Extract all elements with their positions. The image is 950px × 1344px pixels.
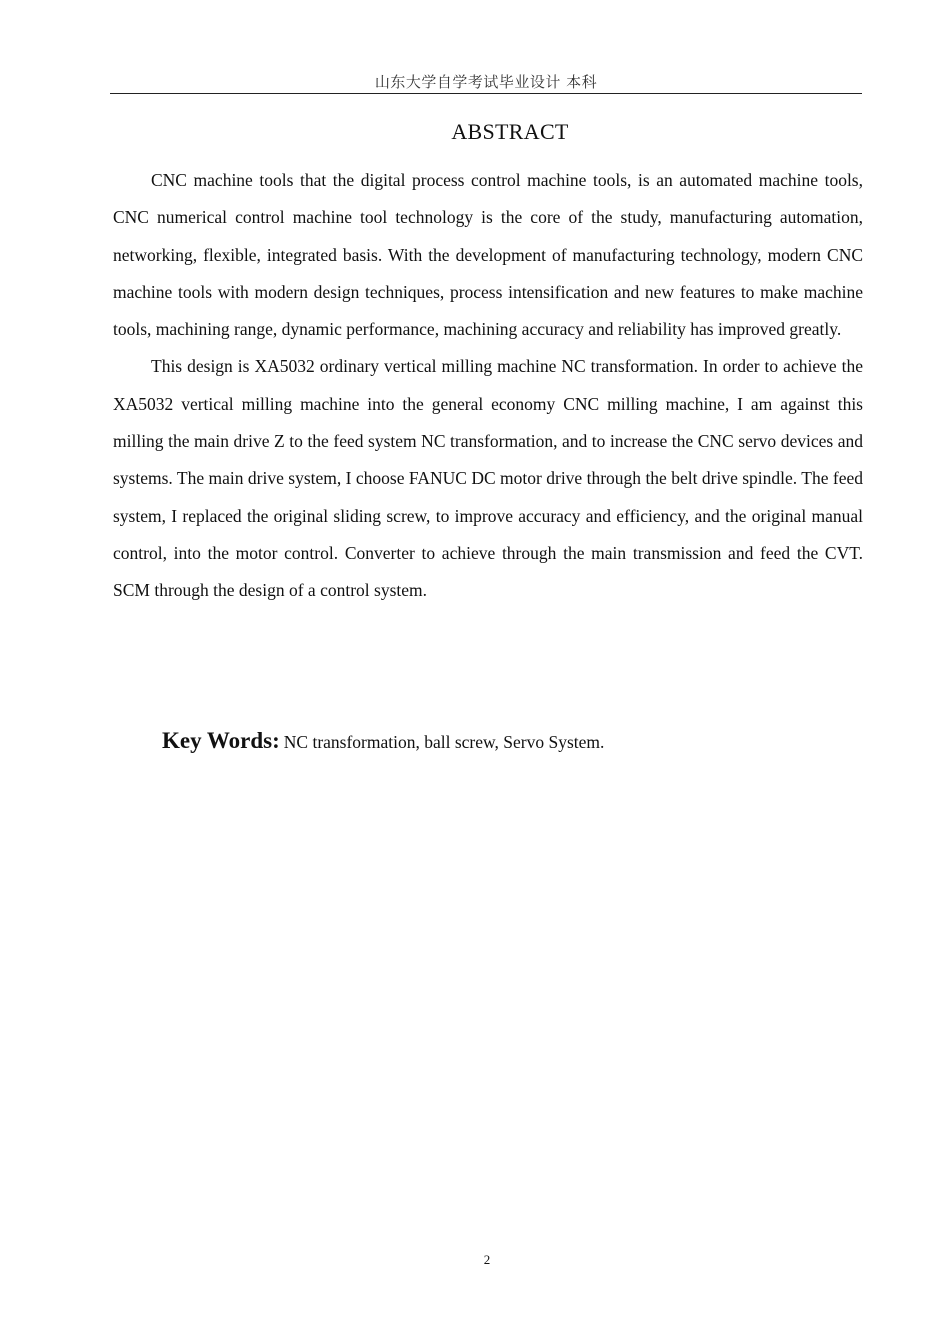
abstract-title: ABSTRACT [451,119,569,144]
abstract-body [113,162,863,610]
keywords-label: Key Words: [162,728,280,753]
page-header [110,69,862,94]
abstract-paragraph-1: CNC machine tools that the digital process control machine tools, is an automated machine tools, CNC numerical control machine tool technology is the core of the study, manufacturing automation, networking, flexible, integrated basis. With the development of manufacturing technology, modern CNC machine tools with modern design techniques, process intensification and new features to make machine tools, machining range, dynamic performance, machining accuracy and reliability has improved greatly. [113,170,863,340]
page-number: 2 [483,1252,491,1267]
keywords-value: NC transformation, ball screw, Servo System. [283,732,605,752]
header-text: 山东大学自学考试毕业设计 本科 [374,73,598,91]
abstract-paragraph-2: This design is XA5032 ordinary vertical milling machine NC transformation. In order to achieve the XA5032 vertical milling machine into the general economy CNC milling machine, I am against this milling the main drive Z to the feed system NC transformation, and to increase the CNC servo devices and systems. The main drive system, I choose FANUC DC motor drive through the belt drive spindle. The feed system, I replaced the original sliding screw, to improve accuracy and efficiency, and the original manual control, into the motor control. Converter to achieve through the main transmission and feed the CVT. SCM through the design of a control system. [113,356,863,601]
keywords-line [162,728,862,754]
